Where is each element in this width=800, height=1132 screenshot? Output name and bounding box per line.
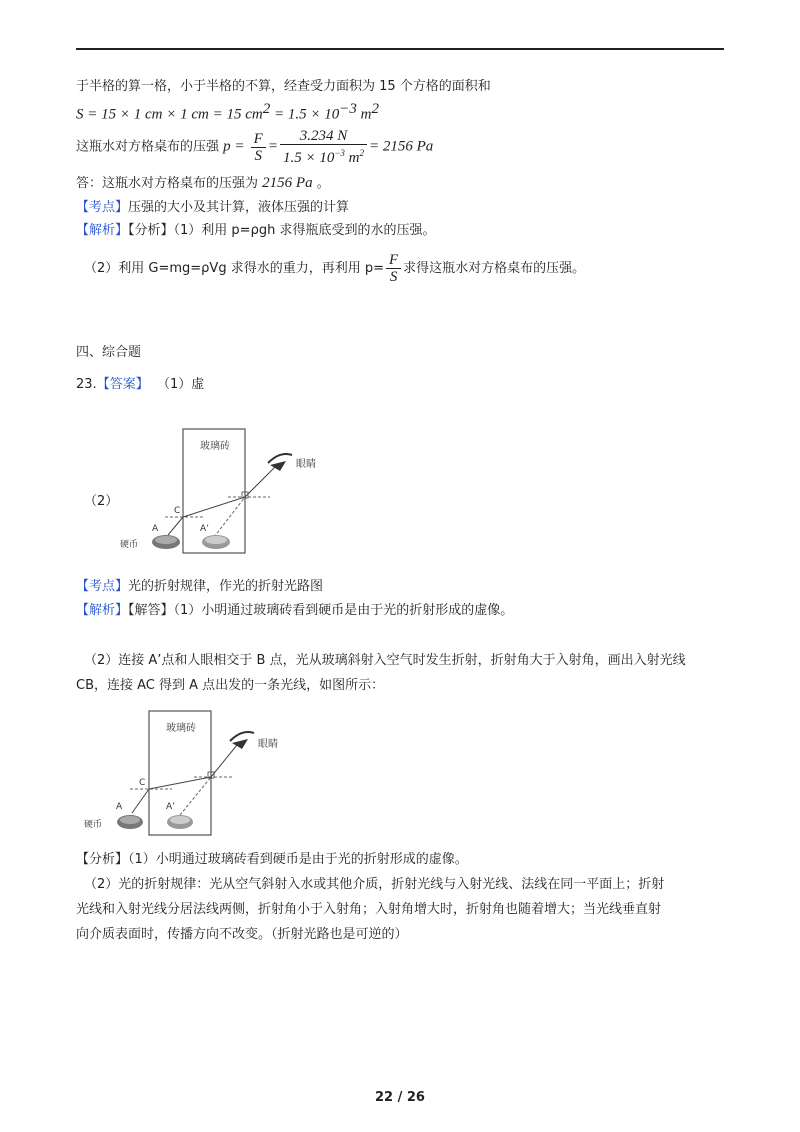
- explanation-line: CB，连接 AC 得到 A 点出发的一条光线，如图所示：: [76, 678, 385, 693]
- section-heading: 四、综合题: [76, 345, 142, 360]
- ray-ac: [168, 517, 183, 535]
- point-c-label: C: [139, 778, 146, 788]
- eye-label: 眼睛: [258, 739, 278, 750]
- page-number: 22 / 26: [375, 1090, 425, 1105]
- ray-b-eye: [211, 745, 237, 777]
- refraction-diagram-2: [82, 705, 322, 840]
- fraction-f-over-s: $\frac{F}{S}$: [386, 252, 401, 285]
- question-23-answer: 23.【答案】 （1）虚: [76, 377, 205, 392]
- ray-b-eye: [245, 467, 275, 497]
- point-a-prime-label: A’: [200, 524, 210, 534]
- refraction-diagram-1: [110, 425, 350, 560]
- eye-icon: [230, 732, 254, 749]
- kaodian-line-1: 【考点】压强的大小及其计算，液体压强的计算: [76, 200, 350, 215]
- ray-cb: [183, 497, 245, 517]
- explanation-line: （2）连接 A’点和人眼相交于 B 点，光从玻璃斜射入空气时发生折射，折射角大于入射角，画出入射光线: [84, 653, 686, 668]
- fraction-f-over-s: $\frac{F}{S}$: [251, 131, 266, 164]
- kaodian-line-2: 【考点】光的折射规律，作光的折射光路图: [76, 579, 324, 594]
- eye-icon: [268, 454, 292, 471]
- jiexi-line-2: 【解析】【解答】（1）小明通过玻璃砖看到硬币是由于光的折射形成的虚像。: [76, 603, 514, 618]
- coin-label: 硬币: [84, 820, 103, 830]
- point-a-label: A: [152, 524, 159, 534]
- header-rule: [76, 48, 724, 50]
- analysis-line: 向介质表面时，传播方向不改变。（折射光路也是可逆的）: [76, 927, 408, 942]
- glass-label: 玻璃砖: [166, 723, 196, 734]
- answer-line: 答：这瓶水对方格桌布的压强为 2156 Pa 。: [76, 175, 330, 191]
- analysis-line: 【分析】（1）小明通过玻璃砖看到硬币是由于光的折射形成的虚像。: [76, 852, 468, 867]
- point-a-prime-label: A’: [166, 802, 176, 812]
- ray-cb: [149, 777, 211, 789]
- dashed-ray-a-prime: [180, 777, 211, 815]
- formula-area: S = 15 × 1 cm × 1 cm = 15 $cm^2 = 1.5 \times 10^{-3}$ $m^2$: [76, 101, 379, 123]
- glass-label: 玻璃砖: [200, 441, 230, 452]
- dashed-ray-a-prime: [214, 497, 245, 537]
- coin-label: 硬币: [120, 540, 139, 550]
- fraction-values: $\frac{3.234 N}{1.5 \times 10^{-3} m^2}$: [280, 128, 367, 166]
- analysis-line: 光线和入射光线分居法线两侧，折射角小于入射角；入射角增大时，折射角也随着增大；当光线垂直射: [76, 902, 662, 917]
- analysis-line-2: （2）利用 G=mg=ρVg 求得水的重力，再利用 p= $\frac{F}{S}$ 求得这瓶水对方格桌布的压强。: [84, 252, 586, 285]
- point-a-label: A: [116, 802, 123, 812]
- point-c-label: C: [174, 506, 181, 516]
- question-23-part2: （2）: [84, 494, 119, 509]
- text-line: 于半格的算一格，小于半格的不算，经查受力面积为 15 个方格的面积和: [76, 79, 491, 94]
- eye-label: 眼睛: [296, 459, 316, 470]
- analysis-line: （2）光的折射规律：光从空气斜射入水或其他介质，折射光线与入射光线、法线在同一平面上；折射: [84, 877, 665, 892]
- formula-pressure: 这瓶水对方格桌布的压强 p = $\frac{F}{S}$ = $\frac{3.234 N}{1.5 \times 10^{-3} m^2}$ = 2156 Pa: [76, 128, 434, 166]
- ray-ac: [132, 789, 149, 813]
- jiexi-line-1: 【解析】【分析】（1）利用 p=ρgh 求得瓶底受到的水的压强。: [76, 223, 436, 238]
